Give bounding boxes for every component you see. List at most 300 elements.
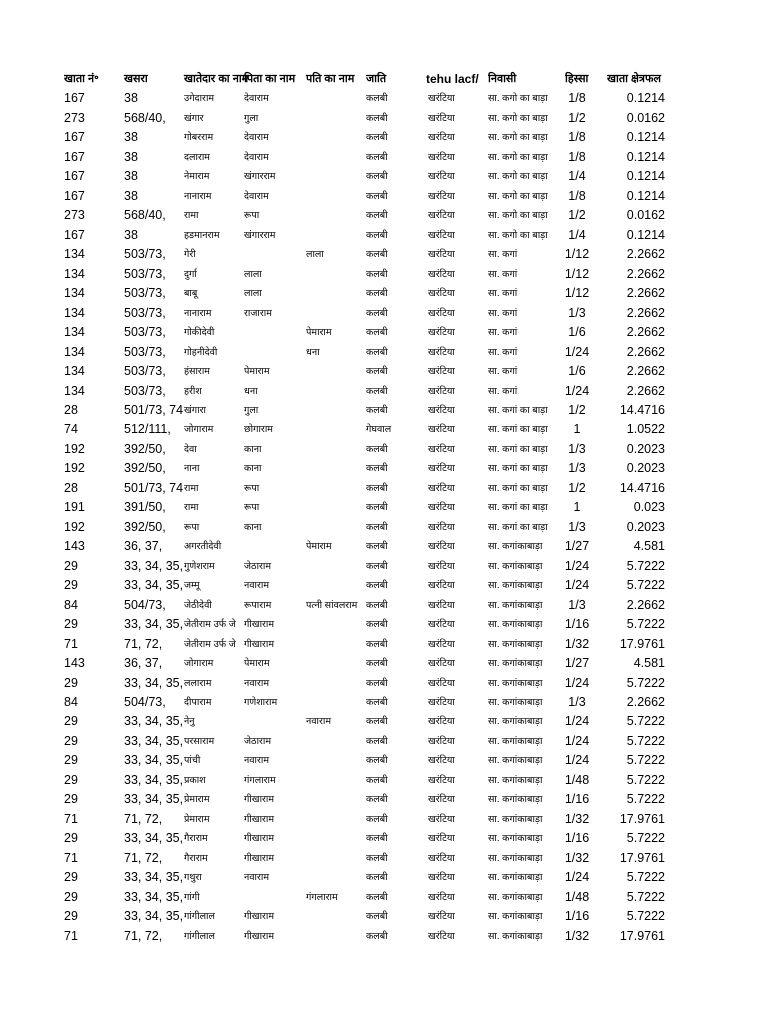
khata-cell: 29 <box>64 753 78 768</box>
khata-cell: 134 <box>64 325 85 340</box>
khasra-cell: 503/73, <box>124 305 166 320</box>
tehsil-cell: खरंटिया <box>428 93 455 105</box>
area-cell: 2.2662 <box>626 383 665 398</box>
area-cell: 17.9761 <box>619 928 665 943</box>
khasra-cell: 503/73, <box>124 286 166 301</box>
table-row <box>0 128 768 147</box>
khasra-cell: 503/73, <box>124 364 166 379</box>
hissa-cell: 1/24 <box>564 714 590 729</box>
khata-cell: 273 <box>64 208 85 223</box>
header-khasra: खसरा <box>124 73 148 85</box>
khasra-cell: 391/50, <box>124 500 166 515</box>
father-cell: रूपाराम <box>244 599 272 611</box>
hissa-cell: 1/4 <box>568 227 586 242</box>
khasra-cell: 503/73, <box>124 325 166 340</box>
hissa-cell: 1/16 <box>564 617 590 632</box>
caste-cell: कलबी <box>366 891 388 903</box>
niwasi-cell: सा. कगांकाबाड़ा <box>488 930 543 942</box>
khasra-cell: 392/50, <box>124 519 166 534</box>
father-cell: गीखाराम <box>244 833 275 845</box>
niwasi-cell: सा. कगां <box>488 288 518 300</box>
hissa-cell: 1/24 <box>564 344 590 359</box>
khata-cell: 134 <box>64 344 85 359</box>
caste-cell: कलबी <box>366 210 388 222</box>
area-cell: 5.7222 <box>626 909 665 924</box>
table-row <box>0 596 768 615</box>
caste-cell: कलबी <box>366 482 388 494</box>
khasra-cell: 38 <box>124 188 138 203</box>
area-cell: 0.0162 <box>626 208 665 223</box>
father-cell: रूपा <box>244 502 260 514</box>
hissa-cell: 1 <box>573 422 581 437</box>
table-row <box>0 362 768 381</box>
table-row <box>0 479 768 498</box>
khasra-cell: 33, 34, 35, <box>124 831 184 846</box>
niwasi-cell: सा. कगांकाबाड़ा <box>488 755 543 767</box>
area-cell: 0.1214 <box>626 227 665 242</box>
caste-cell: कलबी <box>366 307 388 319</box>
header-husband: पति का नाम <box>306 73 355 85</box>
table-row <box>0 654 768 673</box>
area-cell: 0.2023 <box>626 441 665 456</box>
khata-cell: 167 <box>64 227 85 242</box>
name-cell: गथुरा <box>184 872 202 884</box>
khata-cell: 134 <box>64 305 85 320</box>
hissa-cell: 1/32 <box>564 811 590 826</box>
tehsil-cell: खरंटिया <box>428 930 455 942</box>
khata-cell: 143 <box>64 656 85 671</box>
caste-cell: कलबी <box>366 366 388 378</box>
name-cell: जोगाराम <box>184 424 214 436</box>
table-row <box>0 284 768 303</box>
hissa-cell: 1/24 <box>564 558 590 573</box>
tehsil-cell: खरंटिया <box>428 327 455 339</box>
khasra-cell: 503/73, <box>124 247 166 262</box>
khata-cell: 134 <box>64 364 85 379</box>
name-cell: रामा <box>184 482 199 494</box>
husband-cell: लाला <box>306 249 324 261</box>
hissa-cell: 1/24 <box>564 753 590 768</box>
hissa-cell: 1/24 <box>564 675 590 690</box>
area-cell: 0.1214 <box>626 130 665 145</box>
caste-cell: कलबी <box>366 443 388 455</box>
khasra-cell: 33, 34, 35, <box>124 889 184 904</box>
name-cell: प्रकाश <box>184 774 206 786</box>
area-cell: 4.581 <box>633 656 665 671</box>
table-row <box>0 167 768 186</box>
name-cell: खंगार <box>184 112 204 124</box>
table-row <box>0 537 768 556</box>
name-cell: बाबू <box>184 288 198 300</box>
father-cell: गुला <box>244 112 259 124</box>
hissa-cell: 1 <box>573 500 581 515</box>
khasra-cell: 71, 72, <box>124 811 163 826</box>
hissa-cell: 1/12 <box>564 247 590 262</box>
table-row <box>0 187 768 206</box>
father-cell: गीखाराम <box>244 619 275 631</box>
husband-cell: पेमाराम <box>306 541 332 553</box>
table-row <box>0 732 768 751</box>
name-cell: नानाराम <box>184 307 212 319</box>
area-cell: 17.9761 <box>619 636 665 651</box>
caste-cell: कलबी <box>366 599 388 611</box>
niwasi-cell: सा. कगांकाबाड़ा <box>488 852 543 864</box>
khasra-cell: 38 <box>124 130 138 145</box>
khata-cell: 84 <box>64 695 78 709</box>
caste-cell: कलबी <box>366 716 388 728</box>
tehsil-cell: खरंटिया <box>428 813 455 825</box>
name-cell: गांगीलाल <box>184 930 215 942</box>
niwasi-cell: सा. कगां का बाड़ा <box>488 404 548 416</box>
niwasi-cell: सा. कगांकाबाड़ा <box>488 872 543 884</box>
name-cell: जेतीराम उर्फ जे <box>184 638 236 650</box>
name-cell: देवा <box>184 443 197 455</box>
hissa-cell: 1/24 <box>564 733 590 748</box>
caste-cell: गेघवाल <box>366 424 392 436</box>
niwasi-cell: सा. कगांकाबाड़ा <box>488 891 543 903</box>
father-cell: राजाराम <box>244 307 272 319</box>
husband-cell: पेमाराम <box>306 327 332 339</box>
table-row <box>0 265 768 284</box>
khata-cell: 71 <box>64 928 78 943</box>
tehsil-cell: खरंटिया <box>428 735 455 747</box>
caste-cell: कलबी <box>366 930 388 942</box>
father-cell: जेठाराम <box>244 560 272 572</box>
area-cell: 5.7222 <box>626 772 665 787</box>
name-cell: गेरी <box>184 249 196 261</box>
name-cell: दुर्गा <box>184 268 197 280</box>
caste-cell: कलबी <box>366 327 388 339</box>
table-row <box>0 148 768 167</box>
tehsil-cell: खरंटिया <box>428 424 455 436</box>
khasra-cell: 392/50, <box>124 461 166 476</box>
name-cell: हंसाराम <box>184 366 210 378</box>
father-cell: धना <box>244 385 258 397</box>
father-cell: काना <box>244 443 262 455</box>
khata-cell: 134 <box>64 383 85 398</box>
name-cell: जेठीदेवी <box>184 599 212 611</box>
caste-cell: कलबी <box>366 93 388 105</box>
niwasi-cell: सा. कगां <box>488 346 518 358</box>
caste-cell: कलबी <box>366 463 388 475</box>
header-row <box>0 70 768 89</box>
father-cell: जेठाराम <box>244 735 272 747</box>
niwasi-cell: सा. कगां का बाड़ा <box>488 463 548 475</box>
caste-cell: कलबी <box>366 619 388 631</box>
area-cell: 0.1214 <box>626 91 665 106</box>
caste-cell: कलबी <box>366 911 388 923</box>
khasra-cell: 568/40, <box>124 110 166 125</box>
niwasi-cell: सा. कगांकाबाड़ा <box>488 560 543 572</box>
name-cell: गैराराम <box>184 852 208 864</box>
tehsil-cell: खरंटिया <box>428 541 455 553</box>
caste-cell: कलबी <box>366 697 388 708</box>
tehsil-cell: खरंटिया <box>428 249 455 261</box>
area-cell: 5.7222 <box>626 733 665 748</box>
area-cell: 0.2023 <box>626 519 665 534</box>
tehsil-cell: खरंटिया <box>428 210 455 222</box>
table-row <box>0 518 768 537</box>
father-cell: गुला <box>244 404 259 416</box>
tehsil-cell: खरंटिया <box>428 443 455 455</box>
name-cell: नाना <box>184 463 200 475</box>
niwasi-cell: सा. कगांकाबाड़ा <box>488 638 543 650</box>
table-row <box>0 420 768 439</box>
hissa-cell: 1/6 <box>568 325 586 340</box>
hissa-cell: 1/16 <box>564 792 590 807</box>
niwasi-cell: सा. कगांकाबाड़ा <box>488 794 543 806</box>
name-cell: परसाराम <box>184 735 215 747</box>
niwasi-cell: सा. कगांकाबाड़ा <box>488 911 543 923</box>
hissa-cell: 1/3 <box>568 441 586 456</box>
khata-cell: 29 <box>64 617 78 632</box>
record-rows <box>0 89 768 946</box>
khasra-cell: 503/73, <box>124 344 166 359</box>
tehsil-cell: खरंटिया <box>428 366 455 378</box>
caste-cell: कलबी <box>366 190 388 202</box>
caste-cell: कलबी <box>366 249 388 261</box>
hissa-cell: 1/6 <box>568 364 586 379</box>
tehsil-cell: खरंटिया <box>428 833 455 845</box>
table-row <box>0 693 768 712</box>
niwasi-cell: सा. कगो का बाड़ा <box>488 112 548 124</box>
name-cell: रामा <box>184 210 199 222</box>
hissa-cell: 1/2 <box>568 110 586 125</box>
table-row <box>0 810 768 829</box>
name-cell: पांची <box>184 755 201 767</box>
table-row <box>0 304 768 323</box>
khata-cell: 192 <box>64 461 85 476</box>
khata-cell: 167 <box>64 130 85 145</box>
niwasi-cell: सा. कगांकाबाड़ा <box>488 697 543 708</box>
khasra-cell: 38 <box>124 91 138 106</box>
tehsil-cell: खरंटिया <box>428 774 455 786</box>
niwasi-cell: सा. कगांकाबाड़ा <box>488 735 543 747</box>
area-cell: 17.9761 <box>619 850 665 865</box>
tehsil-cell: खरंटिया <box>428 716 455 728</box>
niwasi-cell: सा. कगो का बाड़ा <box>488 190 548 202</box>
hissa-cell: 1/48 <box>564 772 590 787</box>
name-cell: हरीश <box>184 385 202 397</box>
niwasi-cell: सा. कगां <box>488 366 518 378</box>
name-cell: दीपाराम <box>184 697 212 708</box>
father-cell: नवाराम <box>244 580 270 592</box>
khasra-cell: 504/73, <box>124 597 166 612</box>
niwasi-cell: सा. कगांकाबाड़ा <box>488 619 543 631</box>
khasra-cell: 503/73, <box>124 266 166 281</box>
niwasi-cell: सा. कगां <box>488 307 518 319</box>
father-cell: गीखाराम <box>244 852 275 864</box>
khata-cell: 167 <box>64 149 85 164</box>
tehsil-cell: खरंटिया <box>428 521 455 533</box>
tehsil-cell: खरंटिया <box>428 638 455 650</box>
name-cell: प्रेमाराम <box>184 813 210 825</box>
niwasi-cell: सा. कगां <box>488 385 518 397</box>
area-cell: 5.7222 <box>626 870 665 885</box>
name-cell: हडमानराम <box>184 229 220 241</box>
niwasi-cell: सा. कगो का बाड़ा <box>488 151 548 163</box>
father-cell: गीखाराम <box>244 813 275 825</box>
hissa-cell: 1/32 <box>564 636 590 651</box>
khasra-cell: 33, 34, 35, <box>124 714 184 729</box>
table-row <box>0 557 768 576</box>
khata-cell: 143 <box>64 539 85 554</box>
khata-cell: 29 <box>64 909 78 924</box>
area-cell: 1.0522 <box>626 422 665 437</box>
area-cell: 17.9761 <box>619 811 665 826</box>
khata-cell: 191 <box>64 500 85 515</box>
name-cell: गोकीदेवी <box>184 327 215 339</box>
father-cell: गीखाराम <box>244 930 275 942</box>
caste-cell: कलबी <box>366 560 388 572</box>
area-cell: 2.2662 <box>626 597 665 612</box>
area-cell: 2.2662 <box>626 344 665 359</box>
caste-cell: कलबी <box>366 132 388 144</box>
area-cell: 0.0162 <box>626 110 665 125</box>
father-cell: छोगाराम <box>244 424 273 436</box>
tehsil-cell: खरंटिया <box>428 463 455 475</box>
tehsil-cell: खरंटिया <box>428 385 455 397</box>
khasra-cell: 33, 34, 35, <box>124 792 184 807</box>
khata-cell: 192 <box>64 519 85 534</box>
khata-cell: 167 <box>64 188 85 203</box>
hissa-cell: 1/32 <box>564 928 590 943</box>
hissa-cell: 1/24 <box>564 383 590 398</box>
caste-cell: कलबी <box>366 171 388 183</box>
area-cell: 5.7222 <box>626 714 665 729</box>
table-row <box>0 849 768 868</box>
khasra-cell: 504/73, <box>124 695 166 709</box>
khasra-cell: 38 <box>124 149 138 164</box>
tehsil-cell: खरंटिया <box>428 112 455 124</box>
table-row <box>0 323 768 342</box>
father-cell: लाला <box>244 268 262 280</box>
table-row <box>0 771 768 790</box>
khata-cell: 29 <box>64 831 78 846</box>
khata-cell: 28 <box>64 480 78 495</box>
tehsil-cell: खरंटिया <box>428 911 455 923</box>
father-cell: पेमाराम <box>244 658 270 670</box>
tehsil-cell: खरंटिया <box>428 229 455 241</box>
father-cell: काना <box>244 463 262 475</box>
area-cell: 5.7222 <box>626 889 665 904</box>
niwasi-cell: सा. कगांकाबाड़ा <box>488 813 543 825</box>
hissa-cell: 1/27 <box>564 539 590 554</box>
hissa-cell: 1/32 <box>564 850 590 865</box>
header-hissa: हिस्सा <box>565 73 589 85</box>
hissa-cell: 1/8 <box>568 149 586 164</box>
niwasi-cell: सा. कगो का बाड़ा <box>488 171 548 183</box>
father-cell: नवाराम <box>244 755 270 767</box>
area-cell: 2.2662 <box>626 305 665 320</box>
hissa-cell: 1/8 <box>568 188 586 203</box>
table-row <box>0 440 768 459</box>
table-row <box>0 712 768 731</box>
niwasi-cell: सा. कगांकाबाड़ा <box>488 580 543 592</box>
tehsil-cell: खरंटिया <box>428 755 455 767</box>
name-cell: नेनु <box>184 716 195 728</box>
khasra-cell: 501/73, 74 <box>124 480 184 495</box>
father-cell: गीखाराम <box>244 638 275 650</box>
khata-cell: 71 <box>64 811 78 826</box>
tehsil-cell: खरंटिया <box>428 677 455 689</box>
tehsil-cell: खरंटिया <box>428 190 455 202</box>
khata-cell: 134 <box>64 247 85 262</box>
caste-cell: कलबी <box>366 638 388 650</box>
area-cell: 14.4716 <box>619 402 665 417</box>
table-row <box>0 401 768 420</box>
father-cell: देवाराम <box>244 93 269 105</box>
table-row <box>0 927 768 946</box>
khata-cell: 192 <box>64 441 85 456</box>
caste-cell: कलबी <box>366 385 388 397</box>
niwasi-cell: सा. कगांकाबाड़ा <box>488 599 543 611</box>
niwasi-cell: सा. कगो का बाड़ा <box>488 93 548 105</box>
area-cell: 5.7222 <box>626 675 665 690</box>
area-cell: 2.2662 <box>626 325 665 340</box>
hissa-cell: 1/2 <box>568 402 586 417</box>
table-row <box>0 343 768 362</box>
table-row <box>0 459 768 478</box>
khasra-cell: 392/50, <box>124 441 166 456</box>
area-cell: 0.1214 <box>626 188 665 203</box>
caste-cell: कलबी <box>366 268 388 280</box>
tehsil-cell: खरंटिया <box>428 171 455 183</box>
caste-cell: कलबी <box>366 521 388 533</box>
khasra-cell: 501/73, 74 <box>124 402 184 417</box>
tehsil-cell: खरंटिया <box>428 502 455 514</box>
table-row <box>0 382 768 401</box>
name-cell: रूपा <box>184 521 200 533</box>
hissa-cell: 1/3 <box>568 461 586 476</box>
tehsil-cell: खरंटिया <box>428 852 455 864</box>
caste-cell: कलबी <box>366 346 388 358</box>
area-cell: 5.7222 <box>626 558 665 573</box>
niwasi-cell: सा. कगां का बाड़ा <box>488 502 548 514</box>
caste-cell: कलबी <box>366 404 388 416</box>
name-cell: गोहनीदेवी <box>184 346 218 358</box>
name-cell: रामा <box>184 502 199 514</box>
name-cell: ललाराम <box>184 677 212 689</box>
khasra-cell: 33, 34, 35, <box>124 675 184 690</box>
father-cell: देवाराम <box>244 132 269 144</box>
land-record-sheet <box>0 70 768 946</box>
name-cell: जम्मू <box>184 580 200 592</box>
khasra-cell: 36, 37, <box>124 539 163 554</box>
hissa-cell: 1/2 <box>568 480 586 495</box>
header-area: खाता क्षेत्रफल <box>607 73 661 85</box>
caste-cell: कलबी <box>366 852 388 864</box>
khasra-cell: 71, 72, <box>124 636 163 651</box>
niwasi-cell: सा. कगांकाबाड़ा <box>488 658 543 670</box>
hissa-cell: 1/48 <box>564 889 590 904</box>
caste-cell: कलबी <box>366 755 388 767</box>
name-cell: गांगीलाल <box>184 911 215 923</box>
khasra-cell: 33, 34, 35, <box>124 772 184 787</box>
caste-cell: कलबी <box>366 833 388 845</box>
header-tehsil: tehu lacf/ <box>426 72 479 86</box>
header-name: खातेदार का नाम <box>184 73 249 85</box>
hissa-cell: 1/12 <box>564 266 590 281</box>
name-cell: नेमाराम <box>184 171 210 183</box>
khasra-cell: 503/73, <box>124 383 166 398</box>
name-cell: नानाराम <box>184 190 212 202</box>
tehsil-cell: खरंटिया <box>428 560 455 572</box>
caste-cell: कलबी <box>366 112 388 124</box>
tehsil-cell: खरंटिया <box>428 268 455 280</box>
niwasi-cell: सा. कगांकाबाड़ा <box>488 774 543 786</box>
father-cell: लाला <box>244 288 262 300</box>
